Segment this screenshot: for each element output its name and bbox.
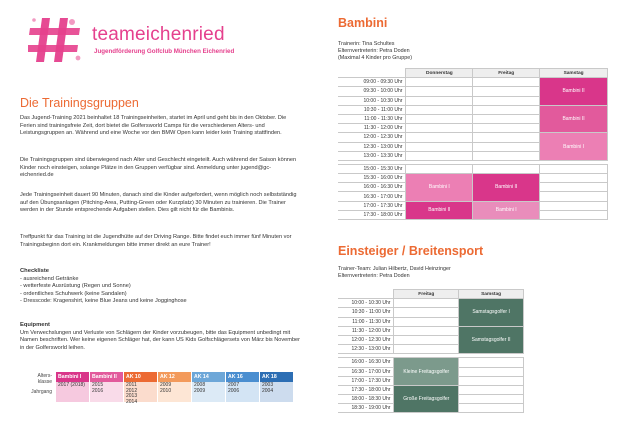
checklist-item: - Dresscode: Kragenshirt, keine Blue Jeans und keine Jogginghose xyxy=(20,298,187,305)
age-group-column xyxy=(124,372,157,405)
checklist-item: - ordentliches Schuhwerk (keine Sandalen) xyxy=(20,290,127,297)
time-cell: 18:00 - 18:30 Uhr xyxy=(338,395,394,404)
time-cell: 15:00 - 15:30 Uhr xyxy=(338,164,406,173)
schedule-slot[interactable]: Bambini II xyxy=(540,78,608,106)
age-group-years: 2008 2009 xyxy=(192,382,225,402)
corner-cell xyxy=(338,290,394,299)
einsteiger-info xyxy=(338,266,451,280)
time-cell: 12:30 - 13:00 Uhr xyxy=(338,142,406,151)
age-group-column xyxy=(226,372,259,402)
age-group-column xyxy=(90,372,123,402)
bambini-schedule-table xyxy=(338,68,608,220)
age-group-name: AK 16 xyxy=(226,372,259,382)
age-group-years: 2015 2016 xyxy=(90,382,123,402)
age-group-years: 2003 2004 xyxy=(260,382,293,402)
time-cell: 10:30 - 11:00 Uhr xyxy=(338,105,406,114)
checklist-item: - ausreichend Getränke xyxy=(20,275,79,282)
schedule-slot[interactable]: Bambini I xyxy=(540,133,608,161)
logo-name: teameichenried xyxy=(92,24,225,45)
day-header: Samstag xyxy=(540,69,608,78)
time-cell: 16:00 - 16:30 Uhr xyxy=(338,358,394,367)
time-cell: 17:00 - 17:30 Uhr xyxy=(338,376,394,385)
age-group-name: AK 12 xyxy=(158,372,191,382)
einsteiger-heading: Einsteiger / Breitensport xyxy=(338,244,484,258)
age-class-label: Alters- klasse xyxy=(37,373,52,385)
time-cell: 10:30 - 11:00 Uhr xyxy=(338,308,394,317)
time-cell: 10:00 - 10:30 Uhr xyxy=(338,96,406,105)
groups-paragraph: Die Trainingsgruppen sind überwiegend nach Alter und Geschlecht eingeteilt. Auch während der Saison können Kinder noch einsteigen, solange Plätze in den Gruppen verfügbar sind. Anmeldung unter jugend@gc-eichenried.de xyxy=(20,157,297,179)
time-cell: 09:30 - 10:00 Uhr xyxy=(338,87,406,96)
schedule-slot[interactable]: Bambini II xyxy=(406,201,473,219)
time-cell: 18:30 - 19:00 Uhr xyxy=(338,404,394,413)
time-cell: 16:30 - 17:00 Uhr xyxy=(338,192,406,201)
age-group-name: AK 14 xyxy=(192,372,225,382)
time-cell: 17:30 - 18:00 Uhr xyxy=(338,385,394,394)
time-cell: 17:00 - 17:30 Uhr xyxy=(338,201,406,210)
time-cell: 11:00 - 11:30 Uhr xyxy=(338,317,394,326)
einsteiger-schedule-table xyxy=(338,289,524,413)
corner-cell xyxy=(338,69,406,78)
hashtag-logo-icon xyxy=(28,14,86,66)
bambini-heading: Bambini xyxy=(338,16,388,30)
trainingsgruppen-heading: Die Trainingsgruppen xyxy=(20,96,139,110)
day-header: Samstag xyxy=(459,290,524,299)
meeting-point-paragraph: Treffpunkt für das Training ist die Jugendhütte auf der Driving Range. Bitte findet euch immer fünf Minuten vor Trainingsbeginn dort ein. Krankmeldungen bitte immer direkt an eure Trainer! xyxy=(20,234,292,248)
duration-paragraph: Jede Trainingseinheit dauert 90 Minuten, danach sind die Kinder aufgefordert, wenn möglich noch selbstständig auf den Übungsanlagen (Pitching-Area, Putting-Green oder Kurzplatz) 30 Minuten zu trainieren. Die Trainer werden in der Stunde entsprechende Aufgaben stellen. Dies gilt nicht für die Bambinis. xyxy=(20,192,297,214)
time-cell: 12:30 - 13:00 Uhr xyxy=(338,345,394,354)
time-cell: 13:00 - 13:30 Uhr xyxy=(338,151,406,160)
time-cell: 12:00 - 12:30 Uhr xyxy=(338,335,394,344)
checklist xyxy=(20,268,302,306)
time-cell: 15:30 - 16:00 Uhr xyxy=(338,174,406,183)
schedule-slot[interactable]: Bambini I xyxy=(473,201,540,219)
checklist-item: - wetterfeste Ausrüstung (Regen und Sonne) xyxy=(20,283,131,290)
age-group-years: 2011 2012 2013 2014 xyxy=(124,382,157,402)
intro-paragraph: Das Jugend-Training 2021 beinhaltet 18 Trainingseinheiten, startet im April und geht bis in den Oktober. Die Ferien sind trainingsfreie Zeit, dort bietet die Golfersworld Camps für die verschiedenen Alters- und Leistungsgruppen an. Während und eine Woche vor den BMW Open kann leider kein Training stattfinden. xyxy=(20,115,287,137)
time-cell: 12:00 - 12:30 Uhr xyxy=(338,133,406,142)
einsteiger-parent-rep: Elternvertreterin: Petra Doden xyxy=(338,273,410,279)
checklist-title: Checkliste xyxy=(20,268,49,274)
schedule-slot[interactable]: Bambini II xyxy=(473,174,540,202)
schedule-slot[interactable]: Samstagsgolfer II xyxy=(459,326,524,354)
age-group-column xyxy=(56,372,89,402)
equipment-text: Um Verwechslungen und Verluste von Schlägern der Kinder vorzubeugen, bitte das Equipment unbedingt mit Namen beschriften. Wer keine eigenen Schläger hat, der kann US Kids Golfschlägersets von März bis November in der Golfersworld leihen. xyxy=(20,329,301,351)
time-cell: 11:30 - 12:00 Uhr xyxy=(338,326,394,335)
time-cell: 09:00 - 09:30 Uhr xyxy=(338,78,406,87)
bambini-info xyxy=(338,41,412,62)
schedule-slot[interactable]: Kleine Freitagsgolfer xyxy=(394,358,459,386)
age-group-table xyxy=(22,372,298,405)
year-label: Jahrgang xyxy=(31,389,52,395)
schedule-slot[interactable]: Große Freitagsgolfer xyxy=(394,385,459,413)
time-cell: 17:30 - 18:00 Uhr xyxy=(338,210,406,219)
time-cell: 16:30 - 17:00 Uhr xyxy=(338,367,394,376)
time-cell: 11:00 - 11:30 Uhr xyxy=(338,114,406,123)
bambini-parent-rep: Elternvertreterin: Petra Doden xyxy=(338,48,410,54)
age-group-years: 2017 (2018) xyxy=(56,382,89,402)
schedule-slot[interactable]: Samstagsgolfer I xyxy=(459,299,524,327)
schedule-slot[interactable]: Bambini II xyxy=(540,105,608,133)
age-group-column xyxy=(158,372,191,402)
day-header: Freitag xyxy=(394,290,459,299)
bambini-trainer: Trainerin: Tina Schultes xyxy=(338,41,395,47)
day-header: Donnerstag xyxy=(406,69,473,78)
age-group-name: Bambini II xyxy=(90,372,123,382)
schedule-slot[interactable]: Bambini I xyxy=(406,174,473,202)
age-group-column xyxy=(192,372,225,402)
age-group-name: AK 18 xyxy=(260,372,293,382)
time-cell: 10:00 - 10:30 Uhr xyxy=(338,299,394,308)
age-group-years: 2007 2006 xyxy=(226,382,259,402)
age-group-column xyxy=(260,372,293,402)
time-cell: 16:00 - 16:30 Uhr xyxy=(338,183,406,192)
equipment-section xyxy=(20,322,302,352)
logo-subtitle: Jugendförderung Golfclub München Eichenried xyxy=(94,48,235,55)
equipment-title: Equipment xyxy=(20,322,50,328)
einsteiger-trainer: Trainer-Team: Julian Hilbertz, David Heinzinger xyxy=(338,266,451,272)
logo xyxy=(28,14,288,66)
age-group-years: 2009 2010 xyxy=(158,382,191,402)
age-group-name: AK 10 xyxy=(124,372,157,382)
bambini-max: (Maximal 4 Kinder pro Gruppe) xyxy=(338,55,413,61)
age-group-name: Bambini I xyxy=(56,372,89,382)
day-header: Freitag xyxy=(473,69,540,78)
time-cell: 11:30 - 12:00 Uhr xyxy=(338,124,406,133)
